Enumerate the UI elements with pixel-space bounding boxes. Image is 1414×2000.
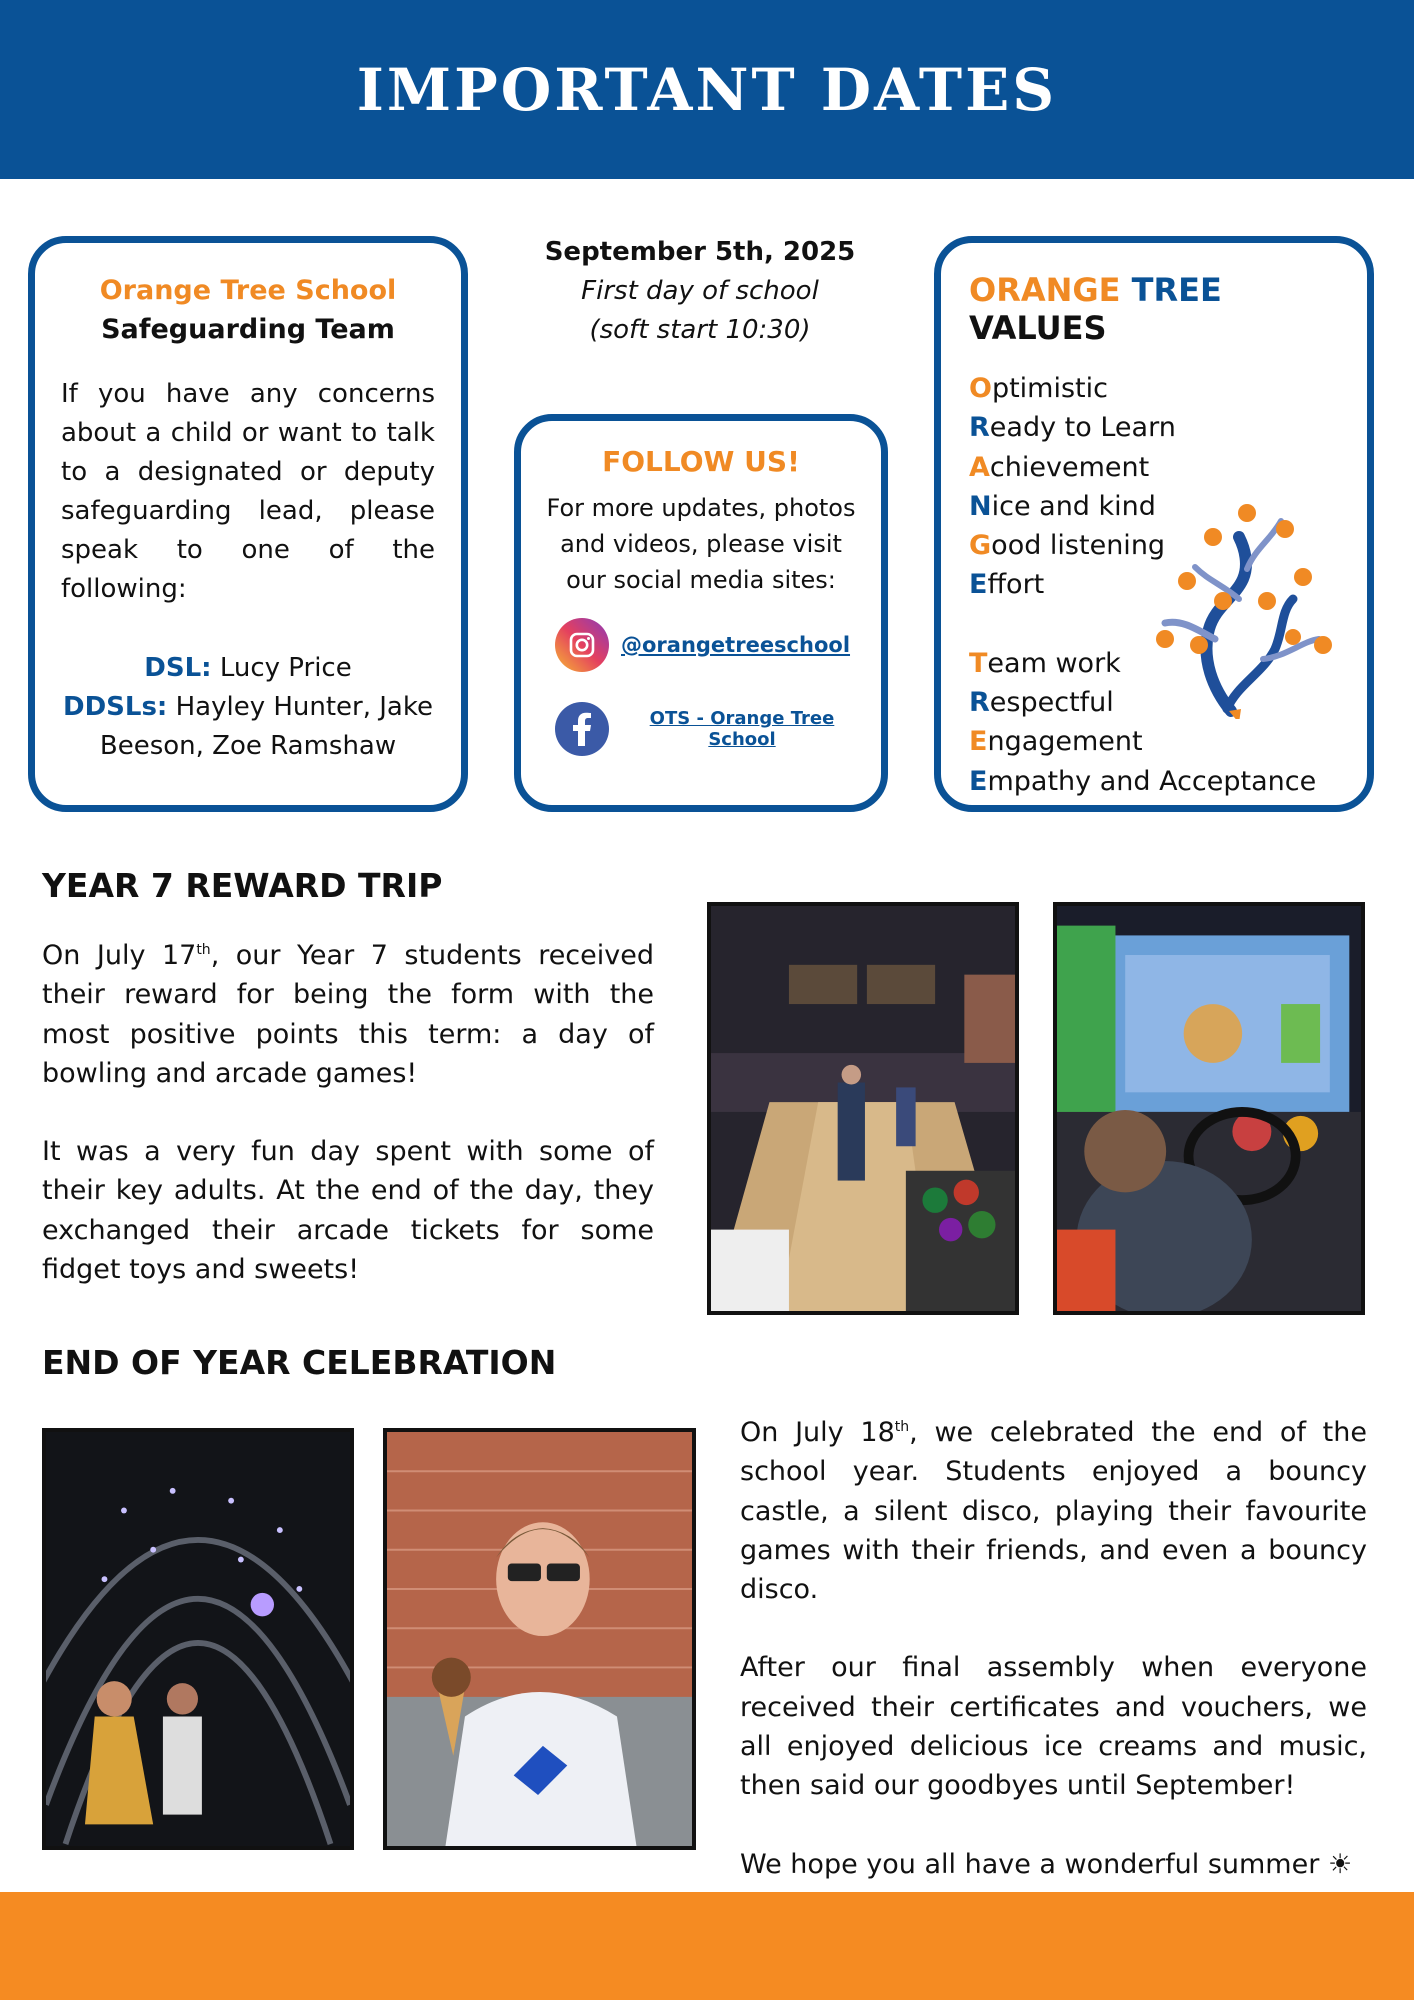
celebration-date-suffix: th [894,1419,910,1435]
values-title [969,271,1339,347]
value-initial: N [969,490,992,522]
value-rest: eam work [987,647,1121,679]
value-item [969,408,1339,447]
page-title: IMPORTANT DATES [356,55,1058,124]
dsl-name: Lucy Price [219,653,352,683]
safeguarding-card [28,236,468,812]
value-initial: R [969,687,990,719]
reward-trip-body: , our Year 7 students received their reward for being the form with the most positive points this term: a day of bowling and arcade games! [42,940,654,1089]
date-event: First day of school [581,276,819,306]
reward-trip-paragraph-2: It was a very fun day spent with some of their key adults. At the end of the day, they exchanged their arcade tickets for some fidget toys and sweets! [42,1136,654,1286]
important-date [515,233,885,350]
ddsl-label: DDSLs: [63,692,168,722]
value-initial: R [969,412,990,444]
date-note: (soft start 10:30) [589,315,811,345]
value-item [969,369,1339,408]
instagram-row [539,618,863,672]
dsl-line [61,649,435,688]
bouncy-disco-photo [42,1428,354,1850]
reward-trip-date: On July 17 [42,940,197,971]
safeguarding-school-name: Orange Tree School [99,275,397,306]
follow-body: For more updates, photos and videos, please visit our social media sites: [546,494,856,594]
value-initial: A [969,451,990,483]
value-initial: E [969,765,988,797]
value-rest: ptimistic [991,373,1108,404]
values-title-values: VALUES [969,309,1107,347]
celebration-text [740,1413,1367,1884]
values-card [934,236,1374,812]
reward-trip-paragraph-1 [42,936,654,1093]
date-text: September 5th, 2025 [544,237,856,267]
reward-trip-date-suffix: th [196,942,211,958]
reward-trip-text [42,936,654,1289]
value-rest: ood listening [991,530,1166,562]
safeguarding-team-title: Safeguarding Team [101,314,395,345]
value-rest: ffort [987,569,1045,601]
page-header [0,0,1414,179]
celebration-paragraph-2: After our final assembly when everyone received their certificates and vouchers, we all enjoyed delicious ice creams and music, then said our goodbyes until September! [740,1652,1367,1802]
follow-us-card [514,414,888,812]
value-rest: ice and kind [991,490,1156,522]
facebook-row [539,702,863,756]
value-initial: T [969,647,988,679]
value-rest: chievement [989,451,1150,483]
value-initial: E [969,726,988,758]
celebration-date: On July 18 [740,1417,895,1448]
value-rest: eady to Learn [989,412,1176,444]
celebration-paragraph-1 [740,1413,1367,1609]
value-initial: O [969,373,992,404]
ddsl-names: Hayley Hunter, Jake Beeson, Zoe Ramshaw [99,692,433,761]
facebook-link[interactable]: OTS - Orange Tree School [649,708,835,750]
page-footer-bar [0,1892,1414,2000]
value-rest: espectful [989,687,1114,719]
reward-trip-title: YEAR 7 REWARD TRIP [42,866,443,905]
value-initial: G [969,530,992,562]
value-item [969,722,1339,761]
ddsl-line [61,688,435,766]
follow-title: FOLLOW US! [602,445,800,478]
safeguarding-body: If you have any concerns about a child or want to talk to a designated or deputy safeguarding lead, please speak to one of the following: [61,379,435,604]
arcade-photo [1053,902,1365,1315]
values-title-tree: TREE [1131,271,1222,309]
value-rest: ngagement [987,726,1143,758]
value-item [969,448,1339,487]
celebration-paragraph-3: We hope you all have a wonderful summer ☀ [740,1848,1353,1880]
instagram-link[interactable]: @orangetreeschool [621,633,851,657]
dsl-label: DSL: [144,653,212,683]
value-initial: E [969,569,988,601]
values-title-orange: ORANGE [969,271,1121,309]
value-rest: mpathy and Acceptance [987,765,1317,797]
orange-tree-logo [1143,489,1333,719]
value-item [969,762,1339,801]
bowling-photo [707,902,1019,1315]
celebration-title: END OF YEAR CELEBRATION [42,1343,557,1382]
celebration-body: , we celebrated the end of the school year. Students enjoyed a bouncy castle, a silent disco, playing their favourite games with their friends, and even a bouncy disco. [740,1417,1367,1606]
facebook-icon[interactable] [555,702,609,756]
instagram-icon[interactable] [555,618,609,672]
safeguarding-contacts [61,649,435,766]
ice-cream-photo [383,1428,696,1850]
